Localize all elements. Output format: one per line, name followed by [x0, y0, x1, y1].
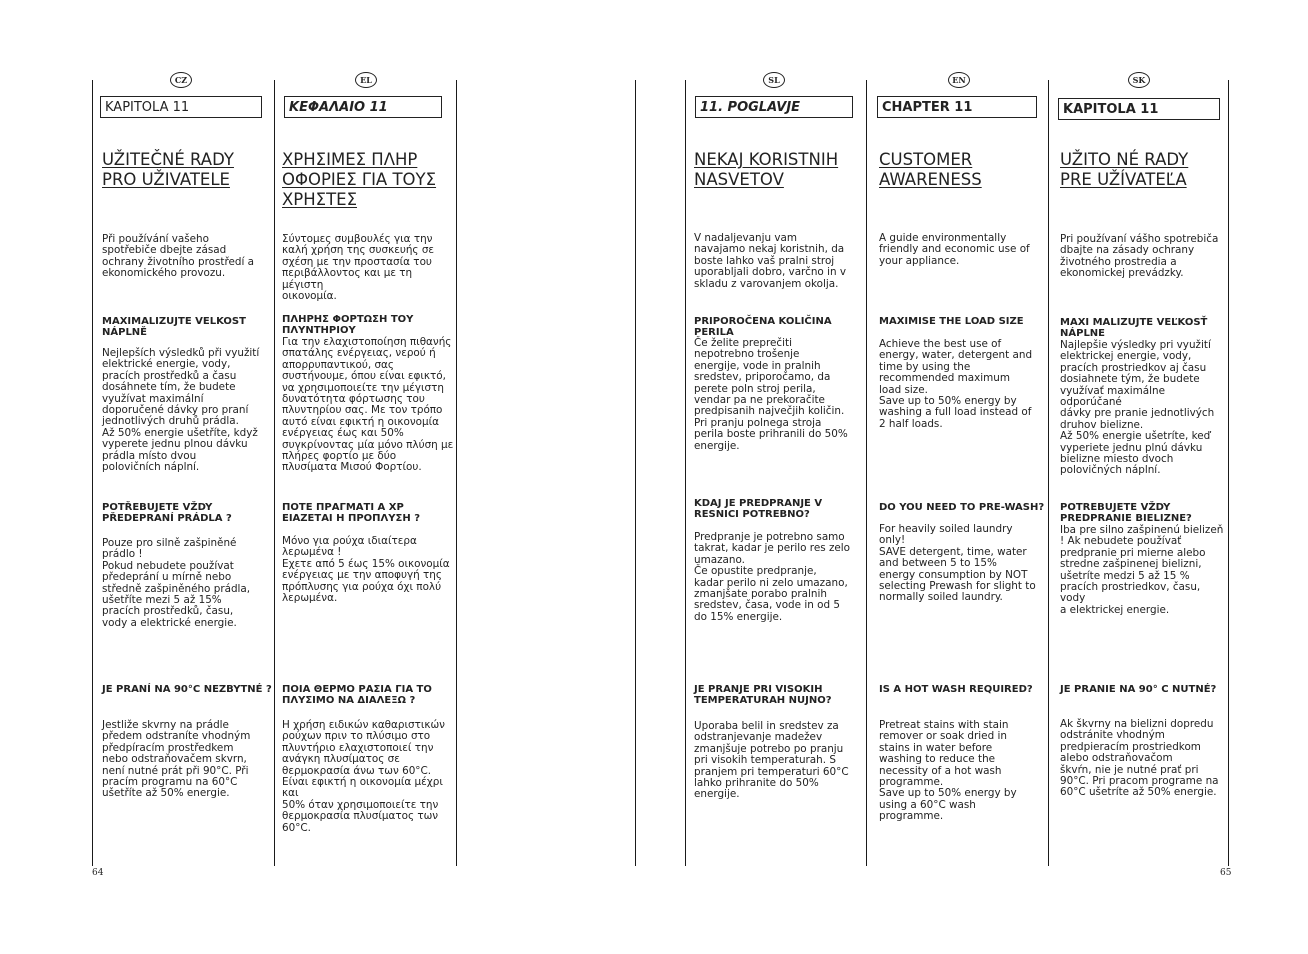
tip-text: Η χρήση ειδικών καθαριστικών ρούχων πριν το πλύσιμο στο πλυντήριο ελαχιστοποιεί την ανάγκη πλυσίματος σε θερμοκρασία άνω των 60°C. Είναι εφικτή η οικονομία μέχρι και 50% όταν χρησιμοποιείτε την θερμοκρασία πλυσίματος των 60°C. — [282, 719, 445, 834]
tip-heading: ΠΟΙΑ ΘΕΡΜΟ ΡΑΣΙΑ ΓΙΑ ΤΟ ΠΛΥΣΙΜΟ ΝΑ ΔΙΑΛΕΞΩ ? — [282, 684, 432, 706]
tip-heading: POTŘEBUJETE VŽDY PŘEDEPRANÍ PRÁDLA ? — [102, 502, 232, 524]
tip-heading: ΠΟΤΕ ΠΡΑΓΜΑΤΙ Α ΧΡ ΕΙΑΖΕΤΑΙ Η ΠΡΟΠΛΥΣΗ ? — [282, 502, 421, 524]
tip-text: For heavily soiled laundry only! SAVE detergent, time, water and between 5 to 15% energy consumption by NOT selecting Prewash for slight to normally soiled laundry. — [879, 523, 1036, 604]
column-en — [866, 0, 1048, 954]
column-divider — [635, 80, 636, 866]
tip-heading: ΠΛΗΡΗΣ ΦΟΡΤΩΣΗ ΤΟΥ ΠΛΥΝΤΗΡΙΟΥ — [282, 314, 414, 336]
tip-heading: POTREBUJETE VŽDY PREDPRANIE BIELIZNE? — [1060, 502, 1192, 524]
column-sk — [1048, 0, 1228, 954]
tip-text: Pouze pro silně zašpiněné prádlo ! Pokud nebudete používat předeprání u mírně nebo středně zašpiněného prádla, ušetříte mezi 5 až 15% pracích prostředků, času, vody a elektrické energie. — [102, 537, 251, 629]
tip-heading: DO YOU NEED TO PRE-WASH? — [879, 502, 1045, 513]
column-divider — [1228, 80, 1229, 866]
tip-heading: IS A HOT WASH REQUIRED? — [879, 684, 1033, 695]
tip-text: Najlepšie výsledky pri využití elektrickej energie, vody, pracích prostriedkov aj času dosiahnete tým, že budete využívať maximálne odporúčané dávky pre pranie jednotlivých druhov bielizne. Až 50% energie ušetríte, keď vyperiete jednu plnú dávku bielizne miesto dvoch polovičných náplní. — [1060, 339, 1215, 477]
tip-heading: PRIPOROČENA KOLIČINA PERILA — [694, 316, 832, 338]
section-title: UŽITEČNÉ RADY PRO UŽIVATELE — [102, 150, 234, 189]
language-badge-icon: EL — [355, 72, 377, 88]
column-cz — [0, 0, 274, 954]
page-number-left: 64 — [92, 868, 104, 878]
tip-text: Predpranje je potrebno samo takrat, kadar je perilo res zelo umazano. Če opustite predpranje, kadar perilo ni zelo umazano, zmanjšate porabo pralnih sredstev, časa, vode in od 5 do 15% energije. — [694, 531, 851, 623]
tip-heading: JE PRANÍ NA 90°C NEZBYTNÉ ? — [102, 684, 272, 695]
language-badge-icon: SL — [763, 72, 785, 88]
language-badge-icon: EN — [948, 72, 970, 88]
tip-heading: KDAJ JE PREDPRANJE V RESNICI POTREBNO? — [694, 498, 823, 520]
tip-text: Achieve the best use of energy, water, detergent and time by using the recommended maximum load size. Save up to 50% energy by washing a full load instead of 2 half loads. — [879, 338, 1033, 430]
language-badge-icon: SK — [1128, 72, 1150, 88]
column-sl — [685, 0, 866, 954]
tip-text: Ak škvrny na bielizni dopredu odstránite vhodným predpieracím prostriedkom alebo odstraňovačom škvŕn, nie je nutné prať pri 90°C. Pri pracom programe na 60°C ušetríte až 50% energie. — [1060, 718, 1219, 799]
intro-text: A guide environmentally friendly and economic use of your appliance. — [879, 232, 1030, 267]
tip-text: Για την ελαχιστοποίηση πιθανής σπατάλης ενέργειας, νερού ή απορρυπαντικού, σας συστήνουμε, όπου είναι εφικτό, να χρησιμοποιείτε την μέγιστη δυνατότητα φόρτωσης του πλυντηρίου σας. Με τον τρόπο αυτό είναι εφικτή η οικονομία ενέργειας έως και 50% συγκρίνοντας μία μόνο πλύση με πλήρες φορτίο με δύο πλυσίματα Μισού Φορτίου. — [282, 336, 454, 474]
tip-heading: MAXI MALIZUJTE VEĽKOSŤ NÁPLNE — [1060, 317, 1208, 339]
language-badge-icon: CZ — [170, 72, 192, 88]
tip-heading: MAXIMISE THE LOAD SIZE — [879, 316, 1024, 327]
section-title: CUSTOMER AWARENESS — [879, 150, 982, 189]
tip-text: Jestliže skvrny na prádle předem odstraníte vhodným předpíracím prostředkem nebo odstraňovačem skvrn, není nutné prát při 90°C. Při pracím programu na 60°C ušetříte až 50% energie. — [102, 719, 251, 800]
intro-text: V nadaljevanju vam navajamo nekaj koristnih, da boste lahko vaš pralni stroj uporabljali dobro, varčno in v skladu z varovanjem okolja. — [694, 232, 846, 290]
column-divider — [456, 80, 457, 866]
section-title: UŽITO NÉ RADY PRE UŽÍVATEĽA — [1060, 150, 1189, 189]
intro-text: Při používání vašeho spotřebiče dbejte zásad ochrany životního prostředí a ekonomického provozu. — [102, 233, 255, 280]
intro-text: Σύντομες συμβουλές για την καλή χρήση της συσκευής σε σχέση με την προστασία του περιβάλλοντος και με τη μέγιστη οικονομία. — [282, 233, 435, 303]
page-number-right: 65 — [1220, 868, 1232, 878]
chapter-label: CHAPTER 11 — [877, 96, 1037, 118]
tip-text: Če želite preprečiti nepotrebno trošenje energije, vode in pralnih sredstev, priporočamo, da perete poln stroj perila, vendar pa ne prekoračite predpisanih največjih količin. Pri pranju polnega stroja perila boste prihranili do 50% energije. — [694, 337, 848, 452]
tip-text: Nejlepších výsledků při využití elektrické energie, vody, pracích prostředků a času dosáhnete tím, že budete využívat maximální doporučené dávky pro praní jednotlivých druhů prádla. Až 50% energie ušetříte, když vyperete jednu plnou dávku prádla místo dvou polovičních náplní. — [102, 347, 260, 474]
tip-heading: JE PRANJE PRI VISOKIH TEMPERATURAH NUJNO? — [694, 684, 832, 706]
section-title: ΧΡΗΣΙΜΕΣ ΠΛΗΡ ΟΦΟΡΙΕΣ ΓΙΑ ΤΟΥΣ ΧΡΗΣΤΕΣ — [282, 150, 437, 209]
chapter-label: KAPITOLA 11 — [1058, 98, 1220, 120]
tip-heading: MAXIMALIZUJTE VELKOST NÁPLNĚ — [102, 316, 246, 338]
tip-text: Pretreat stains with stain remover or soak dried in stains in water before washing to reduce the necessity of a hot wash programme. Save up to 50% energy by using a 60°C wash programme. — [879, 719, 1017, 823]
column-el — [274, 0, 456, 954]
intro-text: Pri používaní vášho spotrebiča dbajte na zásady ochrany životného prostredia a ekonomickej prevádzky. — [1060, 233, 1219, 280]
section-title: NEKAJ KORISTNIH NASVETOV — [694, 150, 839, 189]
chapter-label: 11. POGLAVJE — [695, 96, 853, 118]
tip-text: Iba pre silno zašpinenú bielizeň ! Ak nebudete používať predpranie pri mierne alebo stredne zašpinenej bielizni, ušetríte medzi 5 až 15 % pracích prostriedkov, času, vody a elektrickej energie. — [1060, 524, 1224, 616]
tip-text: Uporaba belil in sredstev za odstranjevanje madežev zmanjšuje potrebo po pranju pri visokih temperaturah. S pranjem pri temperaturi 60°C lahko prihranite do 50% energije. — [694, 720, 849, 801]
tip-text: Μόνο για ρούχα ιδιαίτερα λερωμένα ! Εχετε από 5 έως 15% οικονομία ενέργειας με την αποφυγή της πρόπλυσης για ρούχα όχι πολύ λερωμένα. — [282, 535, 450, 605]
tip-heading: JE PRANIE NA 90° C NUTNÉ? — [1060, 684, 1217, 695]
chapter-label: ΚΕΦΑΛΑΙΟ 11 — [284, 96, 442, 118]
chapter-label: KAPITOLA 11 — [100, 96, 262, 118]
